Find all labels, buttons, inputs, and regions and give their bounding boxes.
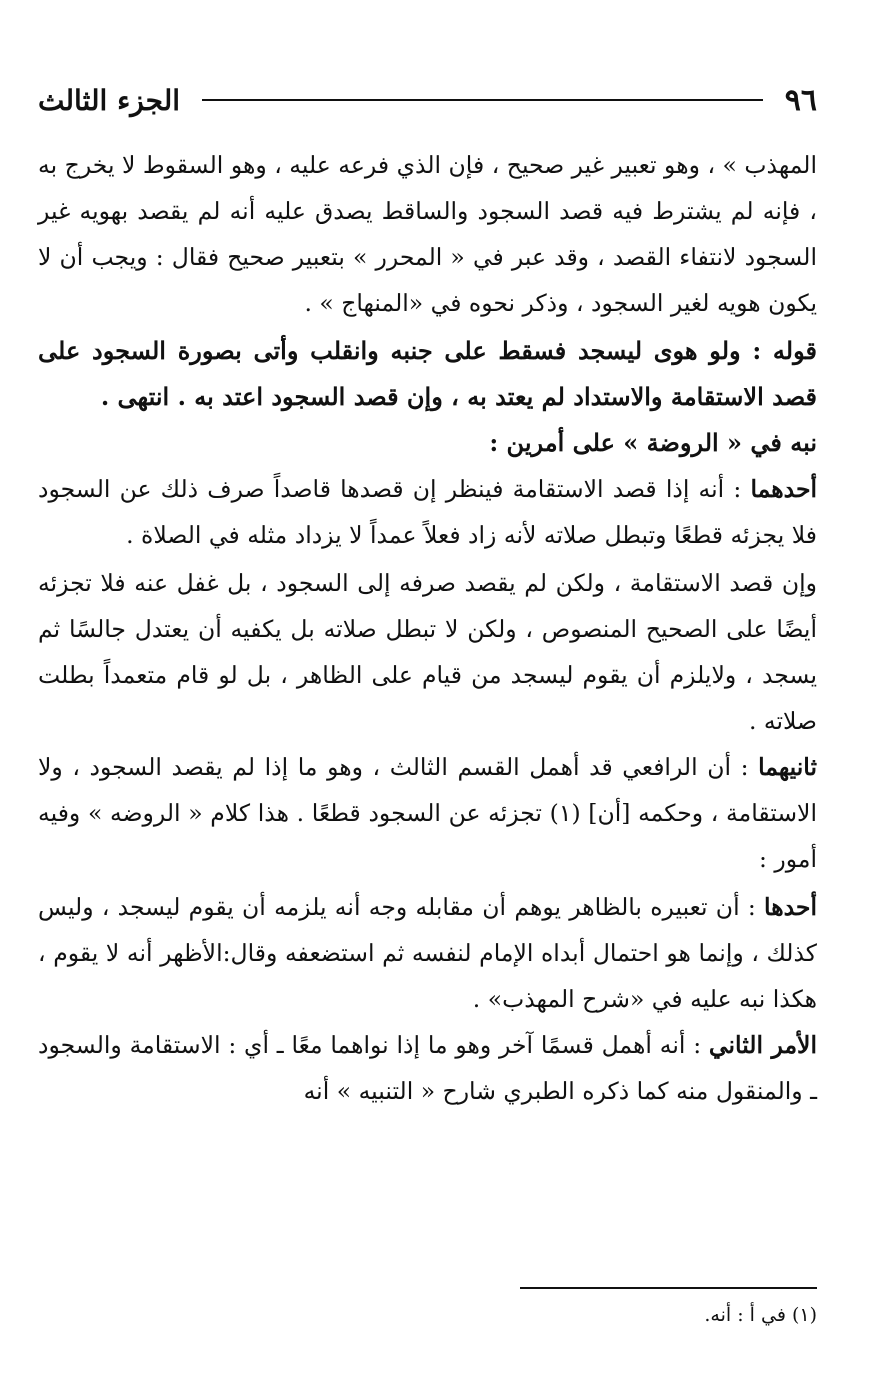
paragraph-continuation: [38, 560, 817, 744]
paragraph-1: [38, 142, 817, 326]
paragraph-second-matter: [38, 744, 817, 882]
paragraph-text: وإن قصد الاستقامة ، ولكن لم يقصد صرفه إلى السجود ، بل غفل عنه فلا تجزئه أيضًا على الصحيح المنصوص ، ولكن لا تبطل صلاته بل يكفيه أن يعتدل جالسًا ثم يسجد ، ولايلزم أن يقوم ليسجد من قيام على الظاهر ، بل لو قام متعمداً بطلت صلاته .: [38, 569, 817, 735]
paragraph-text: قوله : ولو هوى ليسجد فسقط على جنبه وانقلب وأتى بصورة السجود على قصد الاستقامة والاستداد لم يعتد به ، وإن قصد السجود اعتد به . انتهى .: [38, 336, 817, 411]
paragraph-note-heading: [38, 420, 817, 466]
paragraph-text: : أن الرافعي قد أهمل القسم الثالث ، وهو ما إذا لم يقصد السجود ، ولا الاستقامة ، وحكمه [أن] (١) تجزئه عن السجود قطعًا . هذا كلام « الروضه » وفيه أمور :: [38, 753, 817, 873]
page-header: [38, 80, 817, 120]
paragraph-text: : أنه إذا قصد الاستقامة فينظر إن قصدها قاصداً صرف ذلك عن السجود فلا يجزئه قطعًا وتبطل صلاته لأنه زاد فعلاً عمداً لا يزداد مثله في الصلاة .: [38, 475, 817, 549]
footnote-rule: [520, 1287, 817, 1289]
paragraph-point-one: [38, 884, 817, 1022]
paragraph-first-matter: [38, 466, 817, 558]
paragraph-lead: أحدها: [764, 893, 817, 921]
paragraph-text: : أنه أهمل قسمًا آخر وهو ما إذا نواهما معًا ـ أي : الاستقامة والسجود ـ والمنقول منه كما ذكره الطبري شارح « التنبيه » أنه: [38, 1031, 817, 1105]
paragraph-quote: [38, 328, 817, 420]
paragraph-text: المهذب » ، وهو تعبير غير صحيح ، فإن الذي فرعه عليه ، وهو السقوط لا يخرج به ، فإنه لم يشترط فيه قصد السجود والساقط يصدق عليه أنه لم يقصد بهويه غير السجود لانتفاء القصد ، وقد عبر في « المحرر » بتعبير صحيح فقال : ويجب أن لا يكون هويه لغير السجود ، وذكر نحوه في «المنهاج » .: [38, 151, 817, 317]
paragraph-lead: ثانيهما: [758, 753, 817, 781]
running-title: الجزء الثالث: [38, 83, 181, 117]
paragraph-lead: الأمر الثاني: [708, 1031, 817, 1059]
paragraph-point-two: [38, 1022, 817, 1114]
page-body: [38, 142, 817, 1114]
header-rule: [202, 99, 763, 101]
paragraph-text: نبه في « الروضة » على أمرين :: [489, 428, 817, 457]
footnote: (١) في أ : أنه.: [704, 1304, 817, 1326]
page-number: ٩٦: [784, 82, 817, 118]
paragraph-lead: أحدهما: [750, 475, 817, 503]
paragraph-text: : أن تعبيره بالظاهر يوهم أن مقابله وجه أنه يلزمه أن يقوم ليسجد ، وليس كذلك ، وإنما هو احتمال أبداه الإمام لنفسه ثم استضعفه وقال:الأظهر أنه لا يقوم ، هكذا نبه عليه في «شرح المهذب» .: [38, 893, 817, 1013]
